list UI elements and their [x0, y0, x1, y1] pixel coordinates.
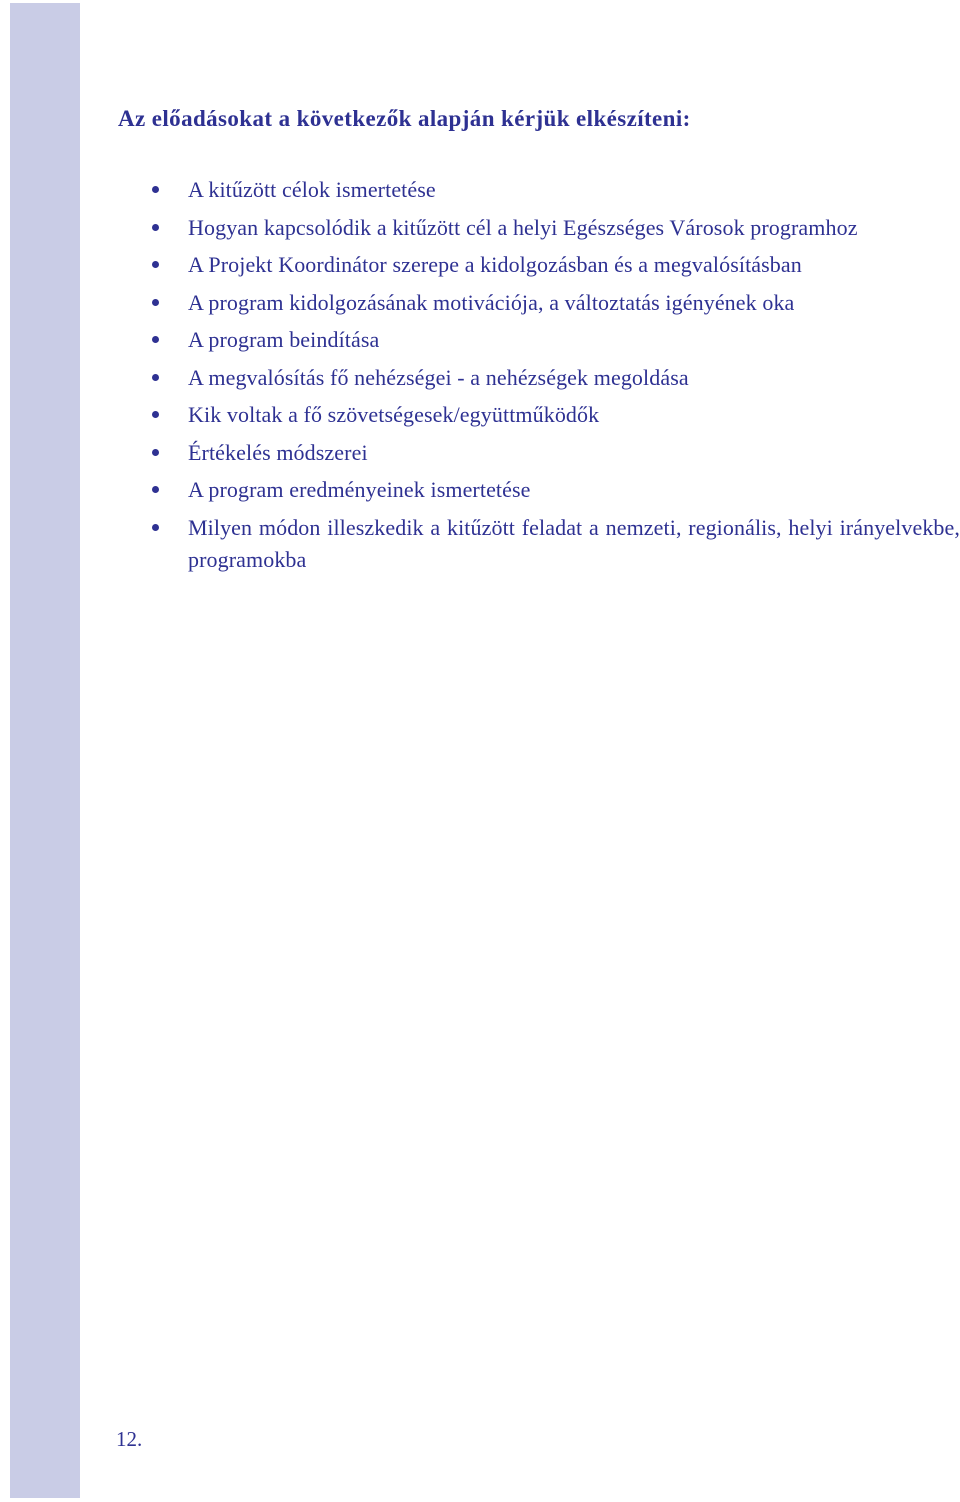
list-item-text: Értékelés módszerei	[188, 439, 368, 465]
bullet-icon	[152, 374, 159, 381]
list-item	[152, 437, 960, 469]
list-item	[152, 212, 960, 244]
list-item	[152, 474, 960, 506]
bullet-icon	[152, 186, 159, 193]
list-item	[152, 324, 960, 356]
list-item-text: A megvalósítás fő nehézségei - a nehézségek megoldása	[188, 364, 689, 390]
page-number: 12.	[116, 1427, 143, 1451]
list-item-text: A Projekt Koordinátor szerepe a kidolgozásban és a megvalósításban	[188, 252, 802, 277]
list-item-text: A program beindítása	[188, 327, 380, 352]
bullet-icon	[152, 224, 159, 231]
bullet-icon	[152, 486, 159, 493]
list-item-text: A program eredményeinek ismertetése	[188, 477, 531, 502]
list-item-text: Kik voltak a fő szövetségesek/együttműködők	[188, 402, 600, 427]
list-item	[152, 174, 960, 206]
list-item	[152, 249, 960, 281]
bullet-icon	[152, 449, 159, 456]
list-item	[152, 399, 960, 431]
section-heading: Az előadásokat a következők alapján kérjük elkészíteni:	[118, 106, 691, 131]
bullet-icon	[152, 524, 159, 531]
bullet-icon	[152, 336, 159, 343]
list-item-text: A kitűzött célok ismertetése	[188, 177, 436, 202]
list-item	[152, 512, 960, 576]
bullet-list	[152, 174, 960, 581]
bullet-icon	[152, 299, 159, 306]
list-item	[152, 362, 960, 394]
bullet-icon	[152, 411, 159, 418]
list-item-text: Milyen módon illeszkedik a kitűzött feladat a nemzeti, regionális, helyi irányelvekbe, programokba	[188, 514, 960, 572]
list-item-text: A program kidolgozásának motivációja, a változtatás igényének oka	[188, 289, 795, 315]
bullet-icon	[152, 261, 159, 268]
list-item-text: Hogyan kapcsolódik a kitűzött cél a helyi Egészséges Városok programhoz	[188, 214, 858, 240]
side-band	[10, 3, 80, 1498]
list-item	[152, 287, 960, 319]
